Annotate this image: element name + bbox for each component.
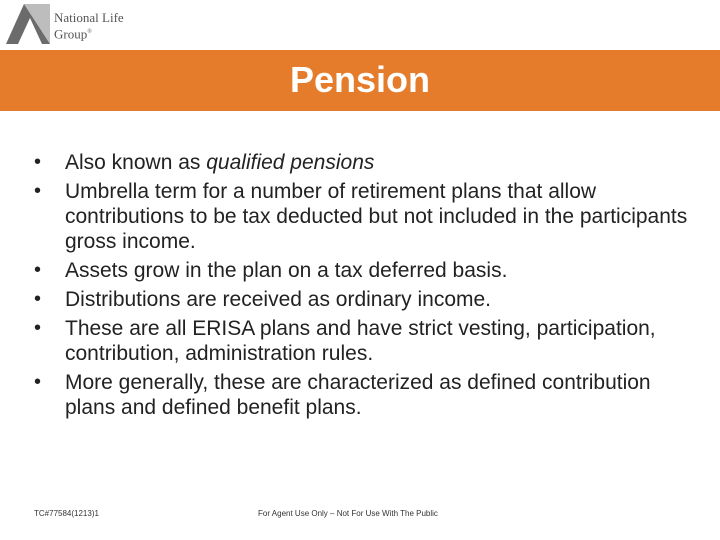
logo-wordmark: National Life Group® bbox=[54, 10, 124, 42]
bullet-list bbox=[32, 150, 702, 424]
bullet-icon: • bbox=[34, 151, 42, 173]
company-logo bbox=[6, 4, 156, 46]
logo-mark-icon bbox=[6, 4, 50, 44]
bullet-icon: • bbox=[34, 180, 42, 202]
bullet-item: • More generally, these are characterized as defined contribution plans and defined benefit plans. bbox=[34, 371, 651, 419]
slide-title: Pension bbox=[289, 59, 431, 100]
bullet-icon: • bbox=[34, 317, 42, 339]
bullet-icon: • bbox=[34, 259, 42, 281]
bullet-item: • Assets grow in the plan on a tax deferred basis. bbox=[34, 259, 508, 282]
bullet-item: • Umbrella term for a number of retirement plans that allow contributions to be tax deducted but not included in the participants gross income. bbox=[34, 180, 688, 253]
bullet-item: • These are all ERISA plans and have strict vesting, participation, contribution, administration rules. bbox=[34, 317, 656, 365]
title-banner bbox=[0, 50, 720, 111]
bullet-item: • Also known as qualified pensions bbox=[34, 151, 375, 174]
footer-code: TC#77584(1213)1 bbox=[34, 509, 99, 518]
bullet-icon: • bbox=[34, 288, 42, 310]
bullet-item: • Distributions are received as ordinary income. bbox=[34, 288, 492, 311]
bullet-icon: • bbox=[34, 371, 42, 393]
footer-disclaimer: For Agent Use Only – Not For Use With The Public bbox=[258, 509, 438, 518]
